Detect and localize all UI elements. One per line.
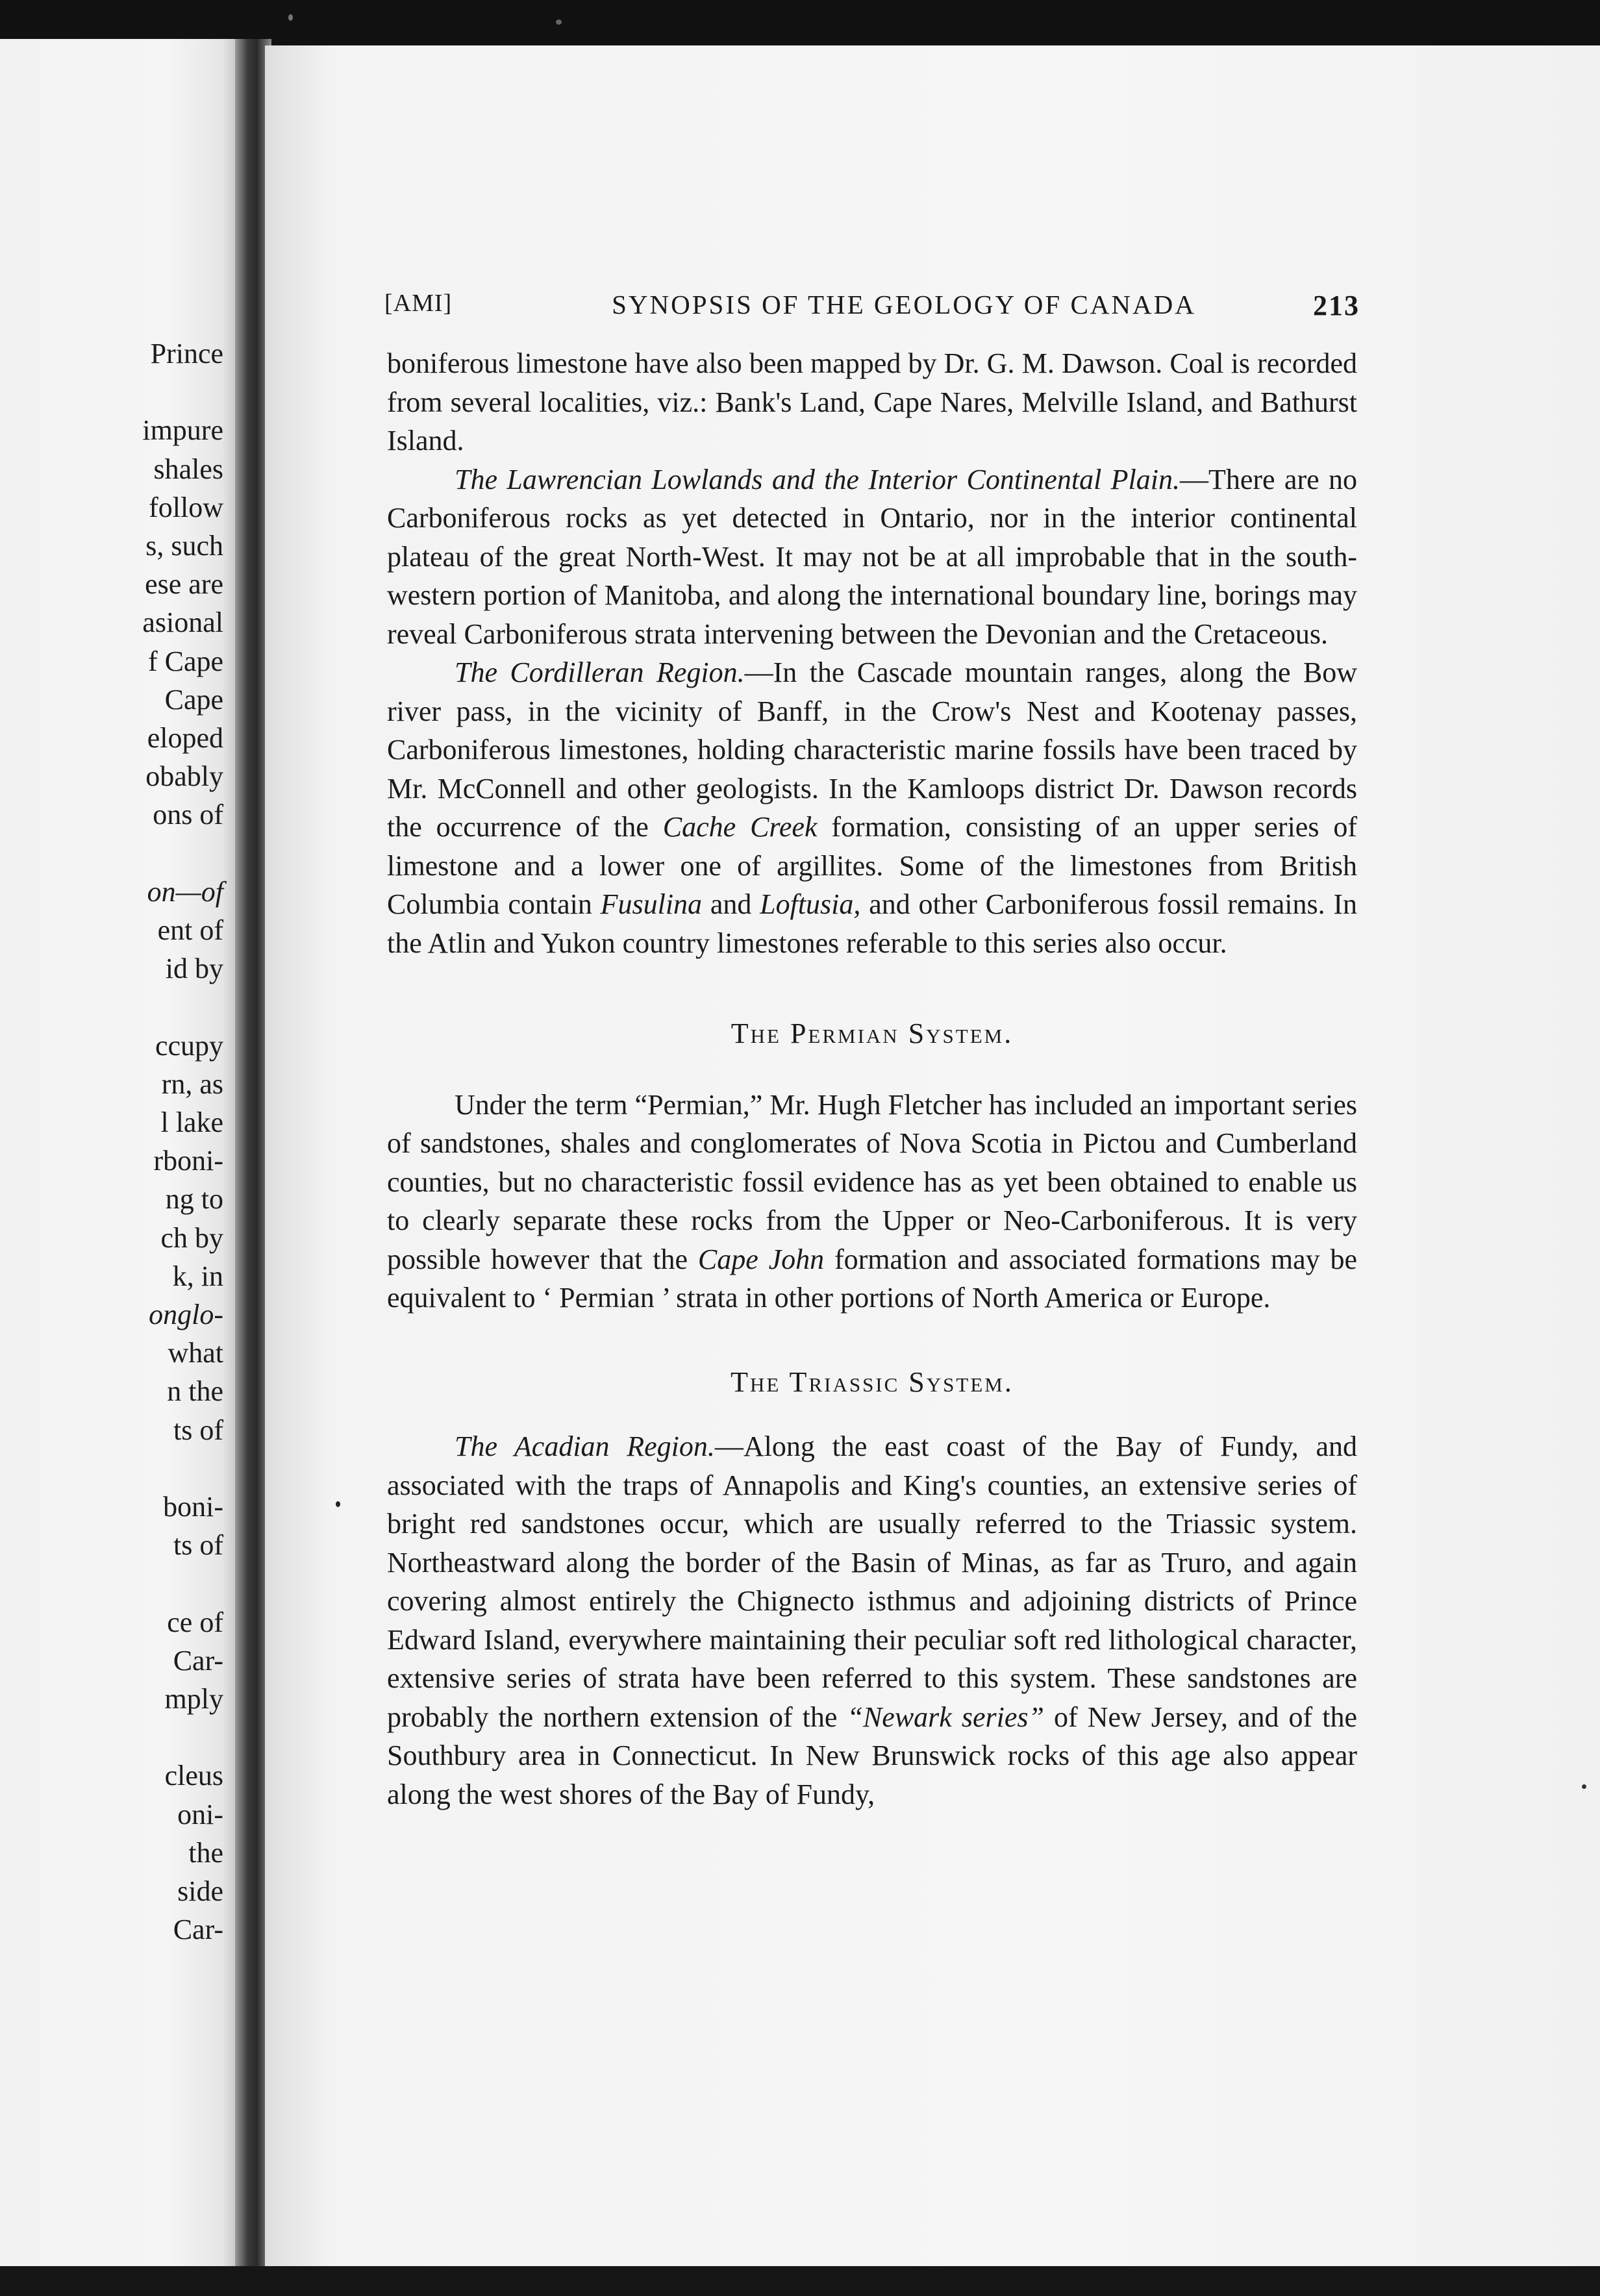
paragraph-heading: The Lawrencian Lowlands and the Interior Continental Plain. bbox=[455, 463, 1180, 495]
facing-page-line: on—of bbox=[147, 875, 223, 908]
author-tag: [AMI] bbox=[384, 290, 453, 317]
section-heading: The Triassic System. bbox=[731, 1366, 1014, 1398]
facing-page-line: obably bbox=[145, 760, 223, 793]
dust-speck bbox=[336, 1501, 340, 1507]
facing-page-fragment bbox=[0, 39, 242, 2273]
facing-page-line: the bbox=[188, 1836, 223, 1869]
paragraph-heading: The Cordilleran Region. bbox=[455, 656, 745, 688]
paragraph: boniferous limestone have also been mapped by Dr. G. M. Dawson. Coal is recorded from several localities, viz.: Bank's Land, Cape Nares, Melville Island, and Bathurst Island. bbox=[387, 347, 1357, 456]
facing-page-line: mply bbox=[164, 1683, 223, 1715]
scanner-bottom-edge bbox=[0, 2266, 1600, 2296]
dust-speck bbox=[288, 14, 293, 21]
facing-page-line: oni- bbox=[177, 1798, 223, 1830]
dust-speck bbox=[556, 19, 562, 25]
facing-page-line: ce of bbox=[167, 1606, 223, 1638]
facing-page-line: n the bbox=[167, 1375, 223, 1408]
page-number: 213 bbox=[1313, 290, 1360, 321]
facing-page-line: Cape bbox=[164, 683, 223, 716]
facing-page-line: ch by bbox=[160, 1221, 223, 1254]
facing-page-line: Car- bbox=[173, 1914, 223, 1946]
facing-page-line: rboni- bbox=[153, 1145, 223, 1177]
facing-page-line: ccupy bbox=[155, 1029, 223, 1062]
facing-page-line: boni- bbox=[163, 1491, 223, 1523]
paragraph-heading: The Acadian Region. bbox=[455, 1430, 715, 1462]
paragraph: The Acadian Region.—Along the east coast of the Bay of Fundy, and associated with the traps of Annapolis and King's counties, an extensive series of bright red sandstones occur, which are usually referred to the Triassic system. Northeastward along the border of the Basin of Minas, as far as Truro, and again covering almost entirely the Chignecto isthmus and adjoining districts of Prince Edward Island, everywhere maintaining their peculiar soft red lithological character, extensive series of strata have been referred to this system. These sandstones are probably the northern extension of the “Newark series” of New Jersey, and of the Southbury area in Connecticut. In New Brunswick rocks of this age also appear along the west shores of the Bay of Fundy, bbox=[387, 1430, 1357, 1810]
facing-page-line: onglo- bbox=[149, 1299, 223, 1330]
facing-page-line: s, such bbox=[145, 530, 223, 562]
facing-page-line: side bbox=[177, 1875, 223, 1907]
facing-page-line: shales bbox=[153, 453, 223, 485]
facing-page-line: Car- bbox=[173, 1644, 223, 1677]
facing-page-line: ent of bbox=[157, 914, 223, 946]
running-header bbox=[384, 289, 1360, 328]
facing-page-line: cleus bbox=[164, 1760, 223, 1792]
section-heading: The Permian System. bbox=[731, 1017, 1014, 1049]
facing-page-line: ts of bbox=[173, 1414, 223, 1446]
facing-page-line: eloped bbox=[147, 722, 223, 754]
facing-page-line: Prince bbox=[150, 338, 223, 369]
facing-page-line: l lake bbox=[160, 1106, 223, 1138]
running-title: SYNOPSIS OF THE GEOLOGY OF CANADA bbox=[612, 290, 1196, 319]
facing-page-line: impure bbox=[142, 414, 223, 447]
facing-page-line: ons of bbox=[153, 799, 223, 831]
facing-page-line: follow bbox=[149, 491, 223, 523]
facing-page-line: ts of bbox=[173, 1529, 223, 1562]
facing-page-line: ese are bbox=[145, 568, 223, 601]
paragraph: The Lawrencian Lowlands and the Interior Continental Plain.—There are no Carboniferous rocks as yet detected in Ontario, nor in the interior continental plateau of the great North-West. It may not be at all improbable that in the south-western portion of Manitoba, and along the international boundary line, borings may reveal Carboniferous strata intervening between the Devonian and the Cretaceous. bbox=[387, 463, 1357, 650]
paragraph: Under the term “Permian,” Mr. Hugh Fletcher has included an important series of sandstones, shales and conglomerates of Nova Scotia in Pictou and Cumberland counties, but no characteristic fossil evidence has as yet been obtained to enable us to clearly separate these rocks from the Upper or Neo-Carboniferous. It is very possible however that the Cape John formation and associated formations may be equivalent to ‘ Permian ’ strata in other portions of North America or Europe. bbox=[387, 1088, 1358, 1314]
facing-page-line: f Cape bbox=[147, 645, 223, 677]
facing-page-line: rn, as bbox=[161, 1067, 223, 1100]
facing-page-line: k, in bbox=[172, 1260, 223, 1292]
facing-page-line: ng to bbox=[165, 1183, 223, 1216]
facing-page-line: what bbox=[168, 1337, 223, 1369]
page-body bbox=[387, 344, 1357, 1814]
paragraph: The Cordilleran Region.—In the Cascade mountain ranges, along the Bow river pass, in the vicinity of Banff, in the Crow's Nest and Kootenay passes, Carboniferous limestones, holding characteristic marine fossils have been traced by Mr. McConnell and other geologists. In the Kamloops district Dr. Dawson records the occurrence of the Cache Creek formation, consisting of an upper series of limestone and a lower one of argillites. Some of the limestones from British Columbia contain Fusulina and Loftusia, and other Carboniferous fossil remains. In the Atlin and Yukon country limestones referable to this series also occur. bbox=[387, 656, 1358, 959]
facing-page-line: asional bbox=[142, 606, 223, 639]
facing-page-line: id by bbox=[165, 953, 223, 985]
dust-speck bbox=[1582, 1784, 1586, 1789]
